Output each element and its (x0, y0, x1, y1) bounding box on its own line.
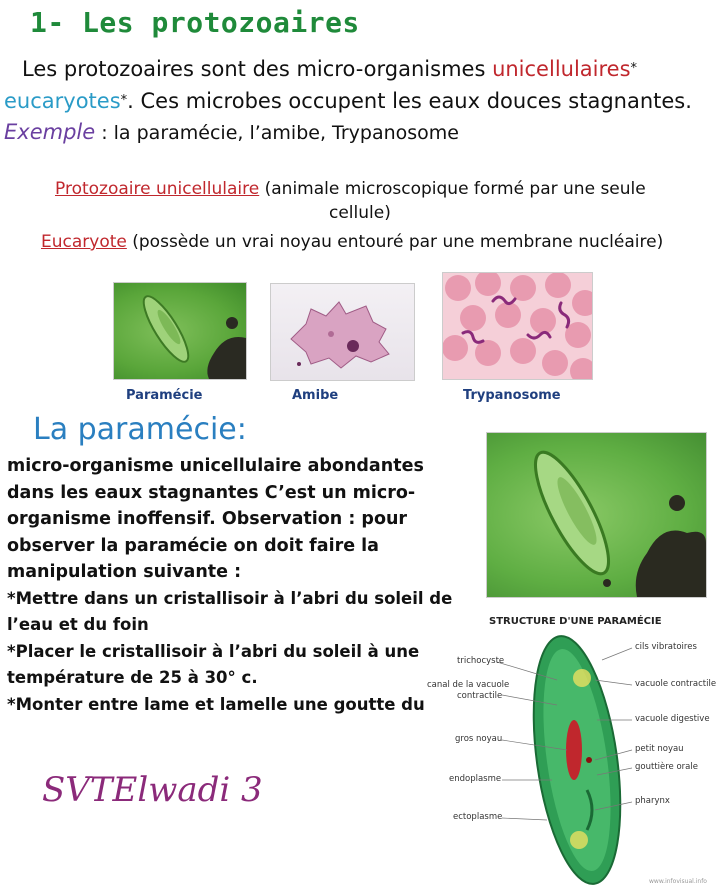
example-label: Exemple (4, 120, 96, 144)
paramecie-description (7, 453, 453, 718)
definition-2 (41, 232, 663, 252)
page-title: 1- Les protozoaires (30, 6, 360, 39)
example-text: : la paramécie, l’amibe, Trypanosome (95, 122, 460, 144)
definition-text: (animale microscopique formé par une seule (259, 179, 646, 199)
caption-paramecie: Paramécie (126, 388, 203, 403)
label-trichocyste: trichocyste (457, 656, 505, 666)
label-pharynx: pharynx (635, 796, 670, 806)
amibe-photo (270, 283, 415, 381)
trypanosome-photo (442, 272, 593, 380)
body-line: micro-organisme unicellulaire abondantes (7, 456, 424, 476)
section-subtitle: La paramécie: (33, 412, 247, 447)
label-gouttiere: gouttière orale (635, 762, 698, 772)
body-line: l’eau et du foin (7, 615, 149, 634)
label-petit-noyau: petit noyau (635, 744, 684, 754)
diagram-credit: www.infovisual.info (649, 878, 707, 885)
paramecie-photo (113, 282, 247, 380)
asterisk: * (120, 93, 128, 108)
keyword-eucaryotes: eucaryotes (4, 89, 121, 113)
intro-text: Les protozoaires sont des micro-organismes (22, 57, 493, 81)
body-line: *Placer le cristallisoir à l’abri du soleil à une (7, 641, 420, 661)
body-line: *Mettre dans un cristallisoir à l’abri du soleil de (7, 588, 453, 608)
body-line: observer la paramécie on doit faire la (7, 535, 379, 556)
label-cils: cils vibratoires (635, 642, 697, 652)
definition-term: Protozoaire unicellulaire (55, 179, 260, 199)
label-canal: canal de la vacuole (427, 680, 510, 690)
body-line: organisme inoffensif. Observation : pour (7, 509, 408, 529)
body-line: dans les eaux stagnantes C’est un micro- (7, 482, 416, 503)
intro-text: . Ces microbes occupent les eaux douces stagnantes. (127, 89, 692, 113)
body-line: *Monter entre lame et lamelle une goutte du (7, 694, 425, 714)
caption-trypanosome: Trypanosome (463, 388, 561, 403)
asterisk: * (630, 61, 638, 76)
intro-line-1 (22, 57, 637, 81)
signature: SVTElwadi 3 (42, 770, 263, 810)
label-ectoplasme: ectoplasme (453, 812, 503, 822)
definition-text: (possède un vrai noyau entouré par une membrane nucléaire) (126, 232, 664, 252)
paramecie-structure-diagram (427, 610, 717, 890)
body-line: manipulation suivante : (7, 562, 242, 582)
label-gros-noyau: gros noyau (455, 734, 503, 744)
paramecie-large-photo (486, 432, 707, 598)
definition-1 (55, 179, 646, 199)
intro-line-2 (4, 89, 692, 113)
definition-term: Eucaryote (41, 232, 127, 252)
label-vacuole-contractile: vacuole contractile (635, 679, 717, 689)
label-endoplasme: endoplasme (449, 774, 502, 784)
example-line (4, 120, 459, 144)
caption-amibe: Amibe (292, 388, 339, 403)
definition-1-cont: cellule) (329, 203, 391, 223)
label-contractile: contractile (457, 691, 503, 701)
label-vacuole-digestive: vacuole digestive (635, 714, 710, 724)
keyword-unicellulaires: unicellulaires (492, 57, 631, 81)
diagram-title: STRUCTURE D'UNE PARAMÉCIE (489, 616, 662, 627)
body-line: température de 25 à 30° c. (7, 668, 258, 687)
